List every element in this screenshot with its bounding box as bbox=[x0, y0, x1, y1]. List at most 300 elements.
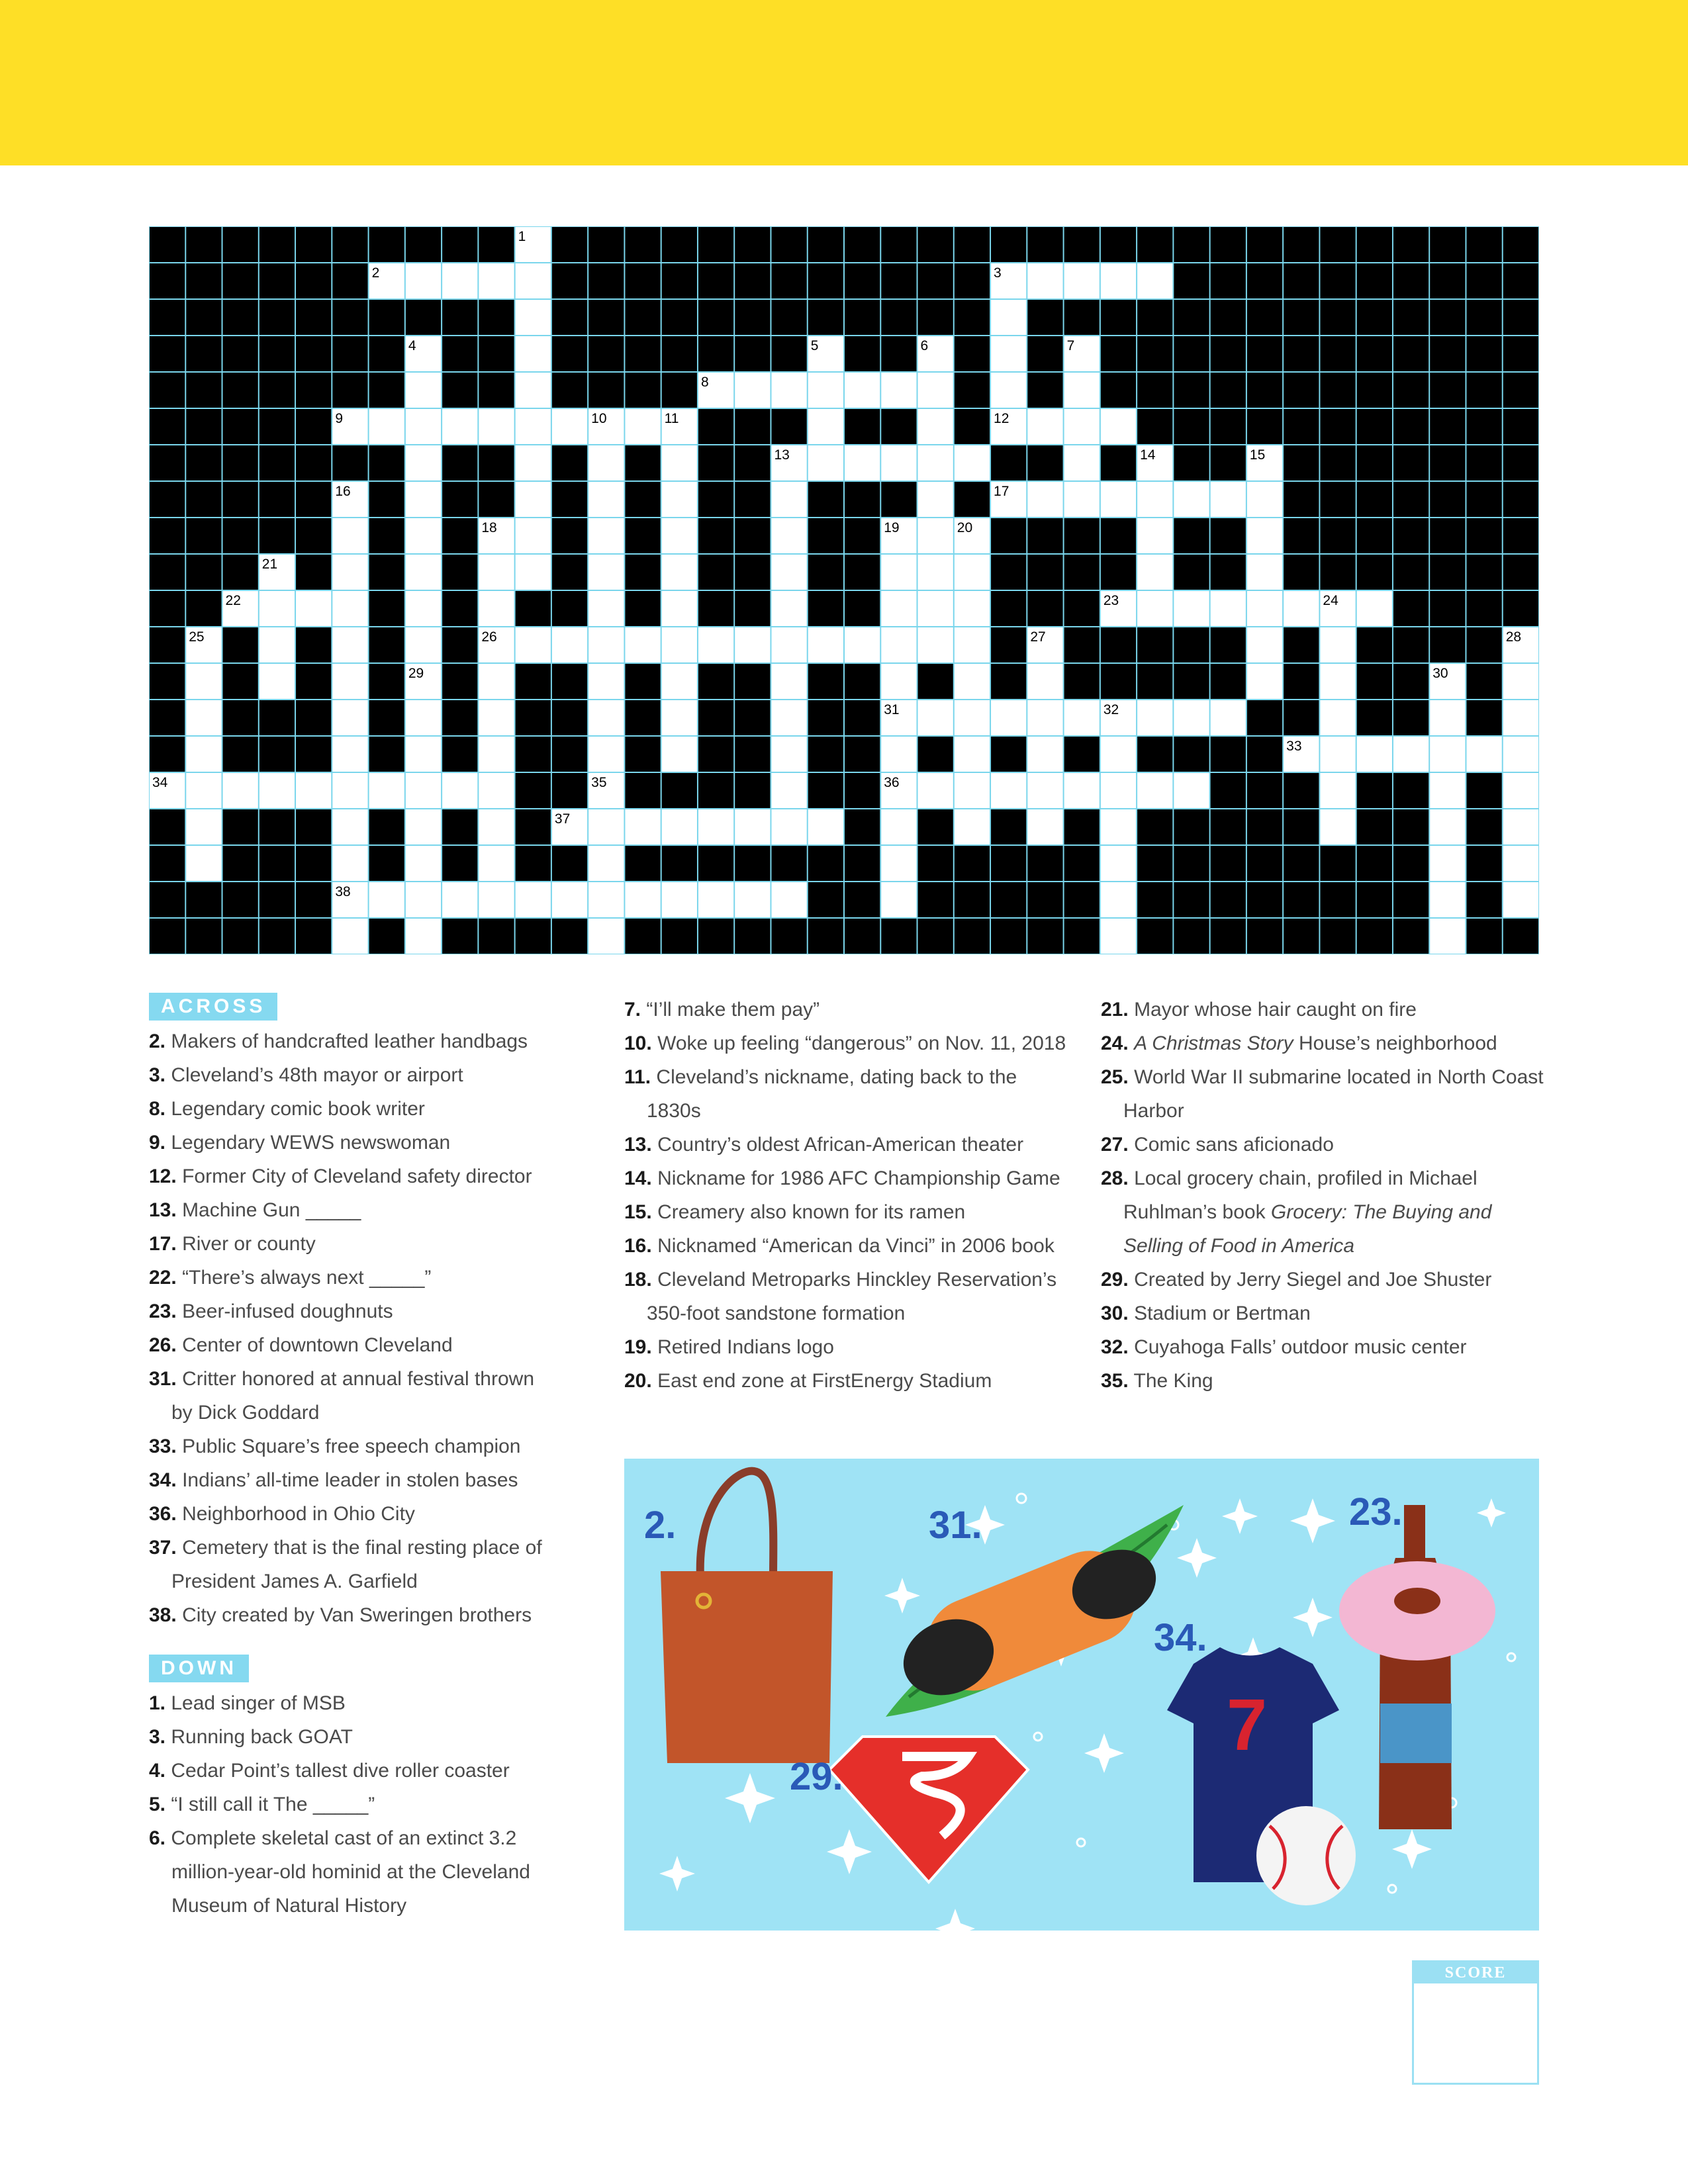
grid-cell[interactable] bbox=[954, 590, 990, 627]
grid-cell[interactable] bbox=[405, 372, 442, 408]
illustration-label-23: 23. bbox=[1349, 1490, 1403, 1533]
grid-cell[interactable] bbox=[551, 627, 588, 663]
grid-cell[interactable] bbox=[332, 918, 368, 954]
grid-cell[interactable] bbox=[442, 772, 478, 809]
grid-cell[interactable] bbox=[990, 772, 1027, 809]
grid-cell[interactable] bbox=[588, 736, 624, 772]
grid-number: 17 bbox=[994, 484, 1009, 499]
grid-cell[interactable] bbox=[259, 663, 295, 700]
clue-number: 31. bbox=[149, 1368, 177, 1390]
grid-cell[interactable] bbox=[185, 845, 222, 882]
grid-cell[interactable] bbox=[405, 700, 442, 736]
grid-cell[interactable] bbox=[880, 845, 917, 882]
grid-cell[interactable] bbox=[1246, 481, 1283, 518]
grid-cell[interactable] bbox=[1027, 809, 1063, 845]
grid-cell[interactable] bbox=[478, 809, 514, 845]
clue-item bbox=[149, 1058, 559, 1092]
grid-cell[interactable] bbox=[478, 663, 514, 700]
clue-number: 18. bbox=[624, 1269, 652, 1291]
grid-cell[interactable] bbox=[880, 590, 917, 627]
clue-number: 3. bbox=[149, 1726, 166, 1748]
grid-cell[interactable] bbox=[405, 263, 442, 299]
grid-cell[interactable] bbox=[661, 590, 698, 627]
grid-cell[interactable] bbox=[588, 845, 624, 882]
clue-item bbox=[1101, 1330, 1551, 1364]
grid-number: 18 bbox=[481, 520, 497, 535]
grid-cell[interactable] bbox=[478, 700, 514, 736]
clue-text: Cemetery that is the final resting place of President James A. Garfield bbox=[171, 1537, 542, 1592]
grid-cell[interactable] bbox=[332, 590, 368, 627]
clue-text: Comic sans aficionado bbox=[1134, 1134, 1334, 1156]
grid-cell[interactable] bbox=[990, 372, 1027, 408]
clue-text: City created by Van Sweringen brothers bbox=[182, 1604, 532, 1626]
clue-number: 13. bbox=[624, 1134, 652, 1156]
grid-cell[interactable] bbox=[1100, 408, 1137, 445]
grid-cell[interactable] bbox=[917, 408, 954, 445]
grid-cell[interactable] bbox=[771, 481, 807, 518]
clue-text: “There’s always next _____” bbox=[182, 1267, 432, 1289]
grid-cell[interactable] bbox=[1503, 772, 1539, 809]
grid-cell[interactable] bbox=[1246, 663, 1283, 700]
grid-cell[interactable] bbox=[1064, 772, 1100, 809]
grid-cell[interactable] bbox=[771, 809, 807, 845]
clue-italic-text: Grocery: The Buying and Selling of Food in America bbox=[1123, 1201, 1492, 1257]
grid-cell[interactable] bbox=[954, 809, 990, 845]
grid-cell[interactable] bbox=[1064, 445, 1100, 481]
grid-cell[interactable] bbox=[771, 518, 807, 554]
clue-number: 28. bbox=[1101, 1167, 1129, 1189]
grid-cell[interactable] bbox=[478, 772, 514, 809]
grid-cell[interactable] bbox=[808, 809, 844, 845]
grid-number: 38 bbox=[335, 884, 351, 899]
clue-text: Nickname for 1986 AFC Championship Game bbox=[657, 1167, 1060, 1189]
grid-cell[interactable] bbox=[259, 772, 295, 809]
grid-cell[interactable] bbox=[405, 554, 442, 590]
clue-number: 1. bbox=[149, 1692, 166, 1714]
grid-cell[interactable] bbox=[661, 627, 698, 663]
grid-cell[interactable] bbox=[1137, 590, 1173, 627]
grid-cell[interactable] bbox=[515, 263, 551, 299]
grid-cell[interactable] bbox=[661, 809, 698, 845]
grid-cell[interactable] bbox=[1319, 736, 1356, 772]
grid-cell[interactable] bbox=[1027, 663, 1063, 700]
grid-cell[interactable] bbox=[698, 809, 734, 845]
grid-cell[interactable] bbox=[844, 627, 880, 663]
grid-cell[interactable] bbox=[661, 700, 698, 736]
grid-cell[interactable] bbox=[990, 336, 1027, 372]
clue-item bbox=[149, 1362, 559, 1430]
grid-cell[interactable] bbox=[588, 518, 624, 554]
clue-text: Woke up feeling “dangerous” on Nov. 11, 2018 bbox=[657, 1032, 1066, 1054]
grid-cell[interactable] bbox=[405, 845, 442, 882]
grid-cell[interactable] bbox=[1173, 590, 1209, 627]
grid-cell[interactable] bbox=[1137, 772, 1173, 809]
grid-cell[interactable] bbox=[771, 372, 807, 408]
grid-cell[interactable] bbox=[880, 372, 917, 408]
grid-cell[interactable] bbox=[185, 772, 222, 809]
grid-cell[interactable] bbox=[698, 882, 734, 918]
grid-cell[interactable] bbox=[771, 590, 807, 627]
grid-cell[interactable] bbox=[332, 736, 368, 772]
grid-cell[interactable] bbox=[405, 408, 442, 445]
grid-number: 30 bbox=[1432, 666, 1448, 681]
grid-cell[interactable] bbox=[990, 700, 1027, 736]
grid-cell[interactable] bbox=[1100, 882, 1137, 918]
grid-cell[interactable] bbox=[551, 408, 588, 445]
grid-cell[interactable] bbox=[1356, 590, 1393, 627]
grid-cell[interactable] bbox=[1246, 627, 1283, 663]
grid-cell[interactable] bbox=[844, 445, 880, 481]
grid-cell[interactable] bbox=[1027, 772, 1063, 809]
grid-cell[interactable] bbox=[771, 700, 807, 736]
grid-cell[interactable] bbox=[771, 736, 807, 772]
grid-cell[interactable] bbox=[1246, 554, 1283, 590]
clue-number: 38. bbox=[149, 1604, 177, 1626]
grid-number: 5 bbox=[810, 338, 819, 353]
grid-cell[interactable] bbox=[515, 481, 551, 518]
clue-number: 37. bbox=[149, 1537, 177, 1559]
illustration-label-34: 34. bbox=[1154, 1616, 1207, 1659]
grid-cell[interactable] bbox=[880, 627, 917, 663]
grid-cell[interactable] bbox=[661, 445, 698, 481]
grid-cell[interactable] bbox=[588, 918, 624, 954]
grid-cell[interactable] bbox=[515, 518, 551, 554]
grid-cell[interactable] bbox=[1503, 700, 1539, 736]
grid-cell[interactable] bbox=[661, 518, 698, 554]
grid-cell[interactable] bbox=[917, 554, 954, 590]
grid-cell[interactable] bbox=[1064, 372, 1100, 408]
grid-cell[interactable] bbox=[332, 809, 368, 845]
jersey-number: 7 bbox=[1227, 1684, 1268, 1766]
grid-cell[interactable] bbox=[1503, 882, 1539, 918]
grid-cell[interactable] bbox=[1137, 481, 1173, 518]
grid-cell[interactable] bbox=[478, 845, 514, 882]
grid-cell[interactable] bbox=[917, 372, 954, 408]
grid-cell[interactable] bbox=[1319, 663, 1356, 700]
grid-cell[interactable] bbox=[515, 882, 551, 918]
grid-cell[interactable] bbox=[405, 882, 442, 918]
grid-cell[interactable] bbox=[954, 772, 990, 809]
clue-italic-text: A Christmas Story bbox=[1134, 1032, 1293, 1054]
grid-cell[interactable] bbox=[661, 882, 698, 918]
grid-cell[interactable] bbox=[442, 263, 478, 299]
grid-cell[interactable] bbox=[515, 372, 551, 408]
illustration-label-31: 31. bbox=[929, 1504, 982, 1547]
clue-text: World War II submarine located in North Coast Harbor bbox=[1123, 1066, 1544, 1122]
grid-cell[interactable] bbox=[1246, 518, 1283, 554]
grid-cell[interactable] bbox=[588, 809, 624, 845]
clue-text: Cuyahoga Falls’ outdoor music center bbox=[1134, 1336, 1467, 1358]
grid-cell[interactable] bbox=[1027, 481, 1063, 518]
clue-text: Nicknamed “American da Vinci” in 2006 book bbox=[657, 1235, 1055, 1257]
grid-cell[interactable] bbox=[954, 736, 990, 772]
grid-cell[interactable] bbox=[332, 845, 368, 882]
illustration-art bbox=[624, 1459, 1539, 1931]
grid-cell[interactable] bbox=[880, 445, 917, 481]
grid-cell[interactable] bbox=[1027, 700, 1063, 736]
grid-cell[interactable] bbox=[771, 663, 807, 700]
grid-cell[interactable] bbox=[880, 809, 917, 845]
across-header: ACROSS bbox=[149, 993, 277, 1021]
grid-cell[interactable] bbox=[369, 882, 405, 918]
grid-number: 27 bbox=[1030, 629, 1046, 645]
grid-cell[interactable] bbox=[1503, 663, 1539, 700]
clue-number: 4. bbox=[149, 1760, 166, 1782]
grid-cell[interactable] bbox=[515, 336, 551, 372]
grid-cell[interactable] bbox=[405, 772, 442, 809]
crossword-grid[interactable] bbox=[149, 226, 1539, 954]
grid-number: 31 bbox=[884, 702, 900, 717]
clue-number: 16. bbox=[624, 1235, 652, 1257]
down-clue-list-continued bbox=[624, 993, 1074, 1398]
grid-cell[interactable] bbox=[259, 590, 295, 627]
grid-cell[interactable] bbox=[917, 627, 954, 663]
grid-cell[interactable] bbox=[405, 736, 442, 772]
clue-text: Center of downtown Cleveland bbox=[182, 1334, 453, 1356]
grid-cell[interactable] bbox=[1064, 408, 1100, 445]
grid-cell[interactable] bbox=[405, 627, 442, 663]
grid-cell[interactable] bbox=[880, 554, 917, 590]
grid-cell[interactable] bbox=[954, 627, 990, 663]
grid-cell[interactable] bbox=[734, 372, 771, 408]
score-box[interactable] bbox=[1412, 1960, 1539, 2085]
grid-cell[interactable] bbox=[880, 882, 917, 918]
grid-cell[interactable] bbox=[1503, 809, 1539, 845]
grid-cell[interactable] bbox=[185, 700, 222, 736]
grid-cell[interactable] bbox=[954, 554, 990, 590]
grid-cell[interactable] bbox=[917, 445, 954, 481]
grid-cell[interactable] bbox=[551, 882, 588, 918]
grid-cell[interactable] bbox=[1173, 700, 1209, 736]
grid-cell[interactable] bbox=[661, 736, 698, 772]
grid-cell[interactable] bbox=[259, 627, 295, 663]
grid-cell[interactable] bbox=[1319, 772, 1356, 809]
clue-text: Creamery also known for its ramen bbox=[657, 1201, 966, 1223]
grid-cell[interactable] bbox=[185, 736, 222, 772]
grid-cell[interactable] bbox=[405, 590, 442, 627]
grid-cell[interactable] bbox=[185, 663, 222, 700]
grid-cell[interactable] bbox=[369, 408, 405, 445]
clue-item bbox=[149, 1193, 559, 1227]
grid-number: 6 bbox=[920, 338, 929, 353]
grid-cell[interactable] bbox=[771, 554, 807, 590]
grid-cell[interactable] bbox=[442, 408, 478, 445]
grid-cell[interactable] bbox=[844, 372, 880, 408]
grid-cell[interactable] bbox=[515, 445, 551, 481]
grid-cell[interactable] bbox=[1210, 590, 1246, 627]
grid-cell[interactable] bbox=[405, 518, 442, 554]
grid-cell[interactable] bbox=[1429, 918, 1466, 954]
clue-item bbox=[1101, 1364, 1551, 1398]
clue-number: 33. bbox=[149, 1435, 177, 1457]
grid-cell[interactable] bbox=[880, 736, 917, 772]
grid-cell[interactable] bbox=[734, 809, 771, 845]
grid-cell[interactable] bbox=[332, 772, 368, 809]
grid-cell[interactable] bbox=[808, 445, 844, 481]
grid-cell[interactable] bbox=[369, 772, 405, 809]
grid-number: 3 bbox=[994, 265, 1002, 281]
grid-cell[interactable] bbox=[661, 663, 698, 700]
grid-cell[interactable] bbox=[515, 299, 551, 336]
grid-number: 24 bbox=[1323, 593, 1338, 608]
grid-cell[interactable] bbox=[1137, 518, 1173, 554]
grid-cell[interactable] bbox=[478, 882, 514, 918]
clue-number: 6. bbox=[149, 1827, 166, 1849]
grid-cell[interactable] bbox=[1319, 809, 1356, 845]
grid-cell[interactable] bbox=[1429, 882, 1466, 918]
grid-cell[interactable] bbox=[1429, 700, 1466, 736]
grid-cell[interactable] bbox=[808, 408, 844, 445]
grid-cell[interactable] bbox=[1064, 700, 1100, 736]
grid-number: 2 bbox=[371, 265, 380, 281]
grid-cell[interactable] bbox=[1246, 590, 1283, 627]
grid-cell[interactable] bbox=[1429, 809, 1466, 845]
grid-cell[interactable] bbox=[1100, 481, 1137, 518]
grid-cell[interactable] bbox=[405, 481, 442, 518]
grid-cell[interactable] bbox=[332, 518, 368, 554]
grid-cell[interactable] bbox=[1137, 554, 1173, 590]
grid-cell[interactable] bbox=[295, 590, 332, 627]
score-label: SCORE bbox=[1414, 1962, 1537, 1983]
clue-item bbox=[149, 1788, 559, 1821]
grid-cell[interactable] bbox=[771, 882, 807, 918]
grid-cell[interactable] bbox=[332, 663, 368, 700]
grid-cell[interactable] bbox=[1210, 700, 1246, 736]
grid-cell[interactable] bbox=[1173, 481, 1209, 518]
grid-cell[interactable] bbox=[588, 663, 624, 700]
grid-cell[interactable] bbox=[624, 627, 661, 663]
clue-text: Legendary WEWS newswoman bbox=[171, 1132, 451, 1154]
grid-cell[interactable] bbox=[954, 445, 990, 481]
grid-cell[interactable] bbox=[1100, 809, 1137, 845]
grid-cell[interactable] bbox=[808, 372, 844, 408]
clue-number: 36. bbox=[149, 1503, 177, 1525]
donut-icon bbox=[1339, 1561, 1495, 1661]
grid-cell[interactable] bbox=[1319, 627, 1356, 663]
grid-cell[interactable] bbox=[1027, 408, 1063, 445]
grid-cell[interactable] bbox=[295, 772, 332, 809]
grid-cell[interactable] bbox=[588, 700, 624, 736]
grid-cell[interactable] bbox=[478, 736, 514, 772]
grid-cell[interactable] bbox=[1100, 845, 1137, 882]
grid-cell[interactable] bbox=[588, 627, 624, 663]
grid-cell[interactable] bbox=[332, 627, 368, 663]
grid-cell[interactable] bbox=[1503, 736, 1539, 772]
grid-cell[interactable] bbox=[808, 627, 844, 663]
grid-number: 8 bbox=[700, 375, 709, 390]
clue-item bbox=[149, 1160, 559, 1193]
grid-cell[interactable] bbox=[1064, 481, 1100, 518]
clue-number: 32. bbox=[1101, 1336, 1129, 1358]
grid-cell[interactable] bbox=[1283, 590, 1319, 627]
grid-cell[interactable] bbox=[588, 445, 624, 481]
grid-cell[interactable] bbox=[1100, 736, 1137, 772]
grid-number: 10 bbox=[591, 411, 607, 426]
clue-text: East end zone at FirstEnergy Stadium bbox=[657, 1370, 992, 1392]
grid-cell[interactable] bbox=[917, 772, 954, 809]
grid-cell[interactable] bbox=[1429, 772, 1466, 809]
grid-cell[interactable] bbox=[588, 554, 624, 590]
grid-cell[interactable] bbox=[588, 590, 624, 627]
grid-cell[interactable] bbox=[917, 518, 954, 554]
clue-number: 25. bbox=[1101, 1066, 1129, 1088]
clue-item bbox=[624, 1195, 1074, 1229]
grid-cell[interactable] bbox=[405, 445, 442, 481]
grid-cell[interactable] bbox=[1100, 918, 1137, 954]
grid-cell[interactable] bbox=[1173, 772, 1209, 809]
clue-text: Lead singer of MSB bbox=[171, 1692, 346, 1714]
grid-cell[interactable] bbox=[917, 700, 954, 736]
grid-cell[interactable] bbox=[880, 663, 917, 700]
grid-cell[interactable] bbox=[1064, 263, 1100, 299]
grid-cell[interactable] bbox=[478, 590, 514, 627]
clue-text: Created by Jerry Siegel and Joe Shuster bbox=[1134, 1269, 1492, 1291]
grid-cell[interactable] bbox=[442, 882, 478, 918]
grid-cell[interactable] bbox=[917, 590, 954, 627]
grid-cell[interactable] bbox=[624, 408, 661, 445]
grid-cell[interactable] bbox=[771, 627, 807, 663]
grid-cell[interactable] bbox=[1027, 736, 1063, 772]
down-header: DOWN bbox=[149, 1655, 249, 1682]
grid-cell[interactable] bbox=[1356, 736, 1393, 772]
grid-cell[interactable] bbox=[661, 554, 698, 590]
grid-cell[interactable] bbox=[1137, 700, 1173, 736]
grid-cell[interactable] bbox=[332, 554, 368, 590]
grid-cell[interactable] bbox=[588, 882, 624, 918]
grid-cell[interactable] bbox=[624, 809, 661, 845]
grid-cell[interactable] bbox=[1100, 263, 1137, 299]
top-color-bar bbox=[0, 0, 1688, 165]
grid-cell[interactable] bbox=[917, 481, 954, 518]
grid-cell[interactable] bbox=[332, 700, 368, 736]
grid-cell[interactable] bbox=[1466, 736, 1502, 772]
grid-cell[interactable] bbox=[1393, 736, 1429, 772]
grid-cell[interactable] bbox=[1027, 263, 1063, 299]
grid-cell[interactable] bbox=[405, 918, 442, 954]
grid-cell[interactable] bbox=[734, 627, 771, 663]
grid-cell[interactable] bbox=[222, 772, 259, 809]
clue-text: Cedar Point’s tallest dive roller coaster bbox=[171, 1760, 510, 1782]
grid-cell[interactable] bbox=[1210, 481, 1246, 518]
clue-text: Former City of Cleveland safety director bbox=[182, 1165, 532, 1187]
grid-cell[interactable] bbox=[1429, 736, 1466, 772]
grid-cell[interactable] bbox=[954, 700, 990, 736]
grid-cell[interactable] bbox=[734, 882, 771, 918]
grid-cell[interactable] bbox=[515, 408, 551, 445]
grid-cell[interactable] bbox=[515, 627, 551, 663]
grid-cell[interactable] bbox=[405, 809, 442, 845]
beer-bottle-icon bbox=[1379, 1505, 1452, 1829]
grid-cell[interactable] bbox=[990, 299, 1027, 336]
grid-cell[interactable] bbox=[624, 882, 661, 918]
grid-cell[interactable] bbox=[771, 772, 807, 809]
grid-cell[interactable] bbox=[1137, 263, 1173, 299]
grid-cell[interactable] bbox=[478, 554, 514, 590]
grid-cell[interactable] bbox=[185, 809, 222, 845]
grid-cell[interactable] bbox=[1429, 845, 1466, 882]
grid-cell[interactable] bbox=[588, 481, 624, 518]
grid-cell[interactable] bbox=[954, 663, 990, 700]
grid-cell[interactable] bbox=[1100, 772, 1137, 809]
grid-cell[interactable] bbox=[698, 627, 734, 663]
grid-cell[interactable] bbox=[478, 408, 514, 445]
grid-cell[interactable] bbox=[478, 263, 514, 299]
grid-cell[interactable] bbox=[1319, 700, 1356, 736]
grid-cell[interactable] bbox=[1503, 845, 1539, 882]
grid-cell[interactable] bbox=[661, 481, 698, 518]
baseball-icon bbox=[1256, 1806, 1356, 1905]
grid-cell[interactable] bbox=[515, 554, 551, 590]
